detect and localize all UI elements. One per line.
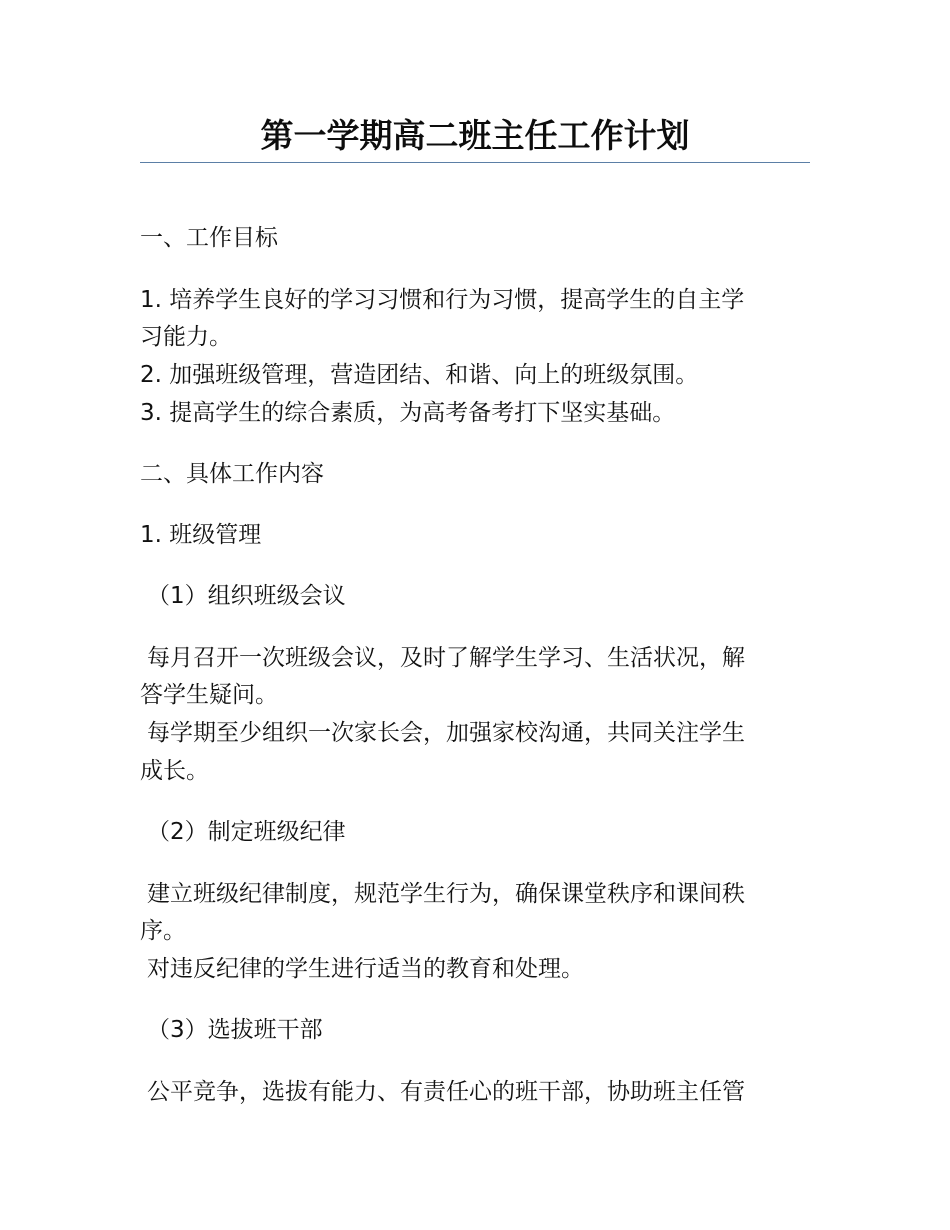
meeting-para-1-line-2: 答学生疑问。: [140, 682, 278, 708]
meeting-para-2-line-2: 成长。: [140, 758, 209, 784]
title-underline: [140, 162, 810, 163]
section-heading-content: 二、具体工作内容: [140, 461, 324, 487]
goal-2: 2. 加强班级管理，营造团结、和谐、向上的班级氛围。: [140, 362, 699, 388]
cadres-para-1-line-1: 公平竞争，选拔有能力、有责任心的班干部，协助班主任管: [147, 1079, 745, 1105]
item-heading-class-cadres: （3）选拔班干部: [147, 1017, 323, 1043]
goal-3: 3. 提高学生的综合素质，为高考备考打下坚实基础。: [140, 400, 676, 426]
discipline-para-1-line-1: 建立班级纪律制度，规范学生行为，确保课堂秩序和课间秩: [147, 881, 745, 907]
section-heading-goals: 一、工作目标: [140, 225, 278, 251]
document-title: 第一学期高二班主任工作计划: [260, 116, 690, 155]
goal-1-line-1: 1. 培养学生良好的学习习惯和行为习惯，提高学生的自主学: [140, 287, 745, 313]
discipline-para-1-line-2: 序。: [140, 918, 186, 944]
item-heading-discipline: （2）制定班级纪律: [147, 819, 346, 845]
meeting-para-2-line-1: 每学期至少组织一次家长会，加强家校沟通，共同关注学生: [147, 720, 745, 746]
item-heading-class-meeting: （1）组织班级会议: [147, 583, 346, 609]
goal-1-line-2: 习能力。: [140, 324, 232, 350]
meeting-para-1-line-1: 每月召开一次班级会议，及时了解学生学习、生活状况，解: [147, 645, 745, 671]
subsection-class-management: 1. 班级管理: [140, 522, 262, 548]
discipline-para-2: 对违反纪律的学生进行适当的教育和处理。: [147, 956, 584, 982]
